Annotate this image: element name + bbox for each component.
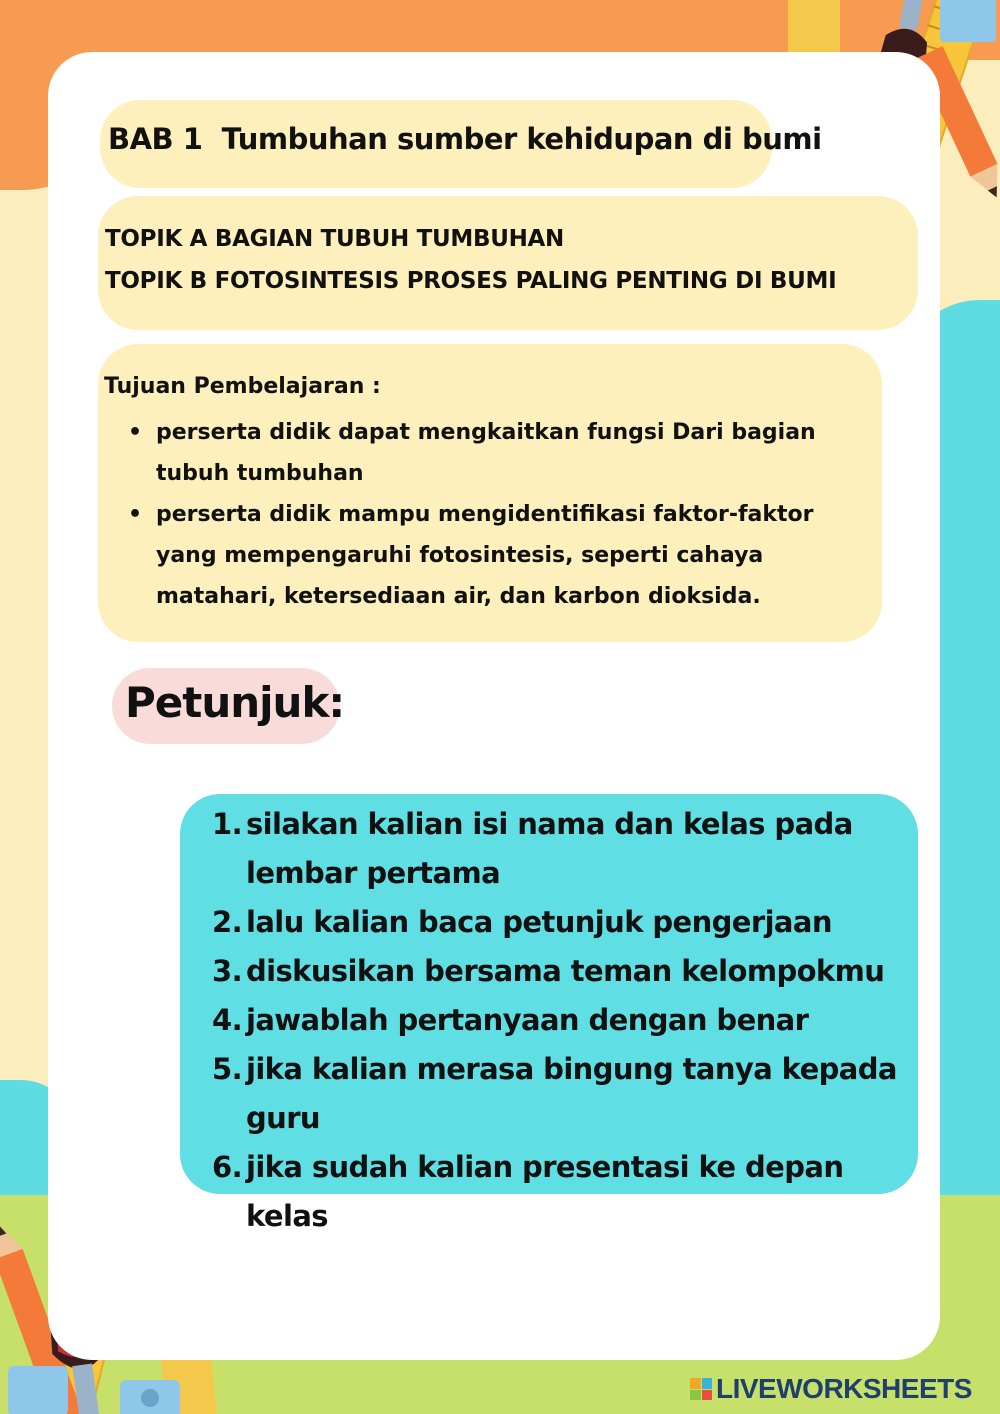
list-item [212, 996, 912, 1045]
step-text: jawablah pertanyaan dengan benar [246, 1003, 809, 1037]
step-number: 3. [212, 954, 242, 988]
instructions-heading-pill [112, 668, 345, 744]
topic-a: TOPIK A BAGIAN TUBUH TUMBUHAN [105, 226, 565, 252]
instructions-heading: Petunjuk: [125, 678, 345, 727]
step-number: 1. [212, 807, 242, 841]
objectives-list [128, 412, 868, 617]
step-number: 5. [212, 1052, 242, 1086]
list-item [212, 898, 912, 947]
list-item [212, 800, 912, 898]
list-item [212, 947, 912, 996]
list-item: • perserta didik dapat mengkaitkan fungsi Dari bagian tubuh tumbuhan [128, 412, 868, 494]
step-number: 2. [212, 905, 242, 939]
chapter-name: Tumbuhan sumber kehidupan di bumi [221, 122, 822, 156]
topic-b: TOPIK B FOTOSINTESIS PROSES PALING PENTING DI BUMI [105, 268, 837, 294]
eraser-icon [940, 0, 996, 42]
step-text: lalu kalian baca petunjuk pengerjaan [246, 905, 832, 939]
list-item [212, 1045, 912, 1143]
liveworksheets-logo [690, 1372, 972, 1406]
chapter-header [100, 100, 822, 188]
step-text: diskusikan bersama teman kelompokmu [246, 954, 885, 988]
instructions-list [212, 800, 912, 1241]
liveworksheets-logo-icon [690, 1378, 712, 1400]
list-item: • perserta didik mampu mengidentifikasi faktor-faktor yang mempengaruhi fotosintesis, seperti cahaya matahari, ketersediaan air, dan karbon dioksida. [128, 494, 868, 617]
topics-box [98, 196, 918, 330]
list-item [212, 1143, 912, 1241]
step-text: jika sudah kalian presentasi ke depan kelas [246, 1150, 844, 1233]
step-number: 6. [212, 1150, 242, 1184]
chapter-title [108, 122, 822, 156]
step-text: silakan kalian isi nama dan kelas pada lembar pertama [246, 807, 853, 890]
chapter-label: BAB 1 [108, 122, 203, 156]
objectives-heading: Tujuan Pembelajaran : [104, 374, 381, 399]
instructions-box [180, 794, 918, 1233]
step-text: jika kalian merasa bingung tanya kepada guru [246, 1052, 897, 1135]
learning-objectives-box [98, 344, 882, 642]
step-number: 4. [212, 1003, 242, 1037]
brand-name: LIVEWORKSHEETS [716, 1373, 972, 1404]
